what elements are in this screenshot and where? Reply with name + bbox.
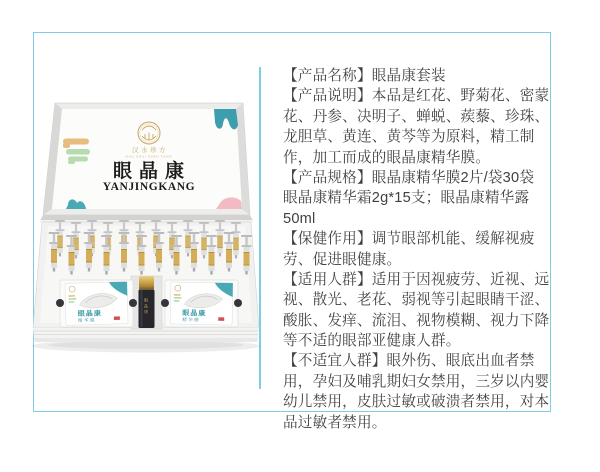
brand-name-small: 汉水珍方: [132, 147, 168, 154]
description-line: 品过敏者禁用。: [283, 414, 387, 431]
sachet-right: [170, 282, 233, 325]
description-line: 【保健作用】调节眼部机能、缓解视疲: [283, 231, 535, 248]
sachet-left: [65, 282, 128, 326]
box-lid: [43, 103, 250, 215]
sachet-title: 眼晶康: [182, 310, 207, 318]
description-line: 【产品名称】眼晶康套装: [283, 68, 446, 84]
description-line: 等不适的眼部亚健康人群。: [283, 333, 461, 350]
description-line: 酸胀、发痒、流泪、视物模糊、视力下降: [283, 312, 550, 329]
description-line: 【产品规格】眼晶康精华膜2片/袋30袋: [283, 169, 535, 186]
description-line: 作，加工而成的眼晶康精华膜。: [283, 149, 491, 166]
description-line: 【适用人群】适用于因视疲劳、近视、远: [283, 271, 550, 288]
product-photo: [30, 70, 260, 365]
description-line: 龙胆草、黄连、黄芩等为原料，精工制: [283, 129, 535, 146]
product-description: [283, 66, 549, 433]
description-line: 【产品说明】本品是红花、野菊花、密蒙: [283, 88, 550, 105]
sachet-sub: 精华膜: [77, 317, 96, 323]
bottle-cap: [139, 276, 154, 289]
description-line: 劳、促进眼健康。: [283, 251, 402, 268]
description-line: 幼儿禁用，皮肤过敏或破溃者禁用，对本: [283, 394, 550, 411]
product-photo-svg: [30, 70, 260, 365]
description-line: 视、散光、老花、弱视等引起眼睛干涩、: [283, 292, 550, 309]
bottle-label: 眼晶康: [144, 298, 149, 316]
description-line: 用，孕妇及哺乳期妇女禁用，三岁以内婴: [283, 373, 550, 390]
essence-bottle: [139, 276, 155, 328]
product-name-cn: 眼晶康: [112, 161, 192, 182]
product-name-en: YANJINGKANG: [102, 181, 196, 193]
description-line: 花、丹参、决明子、蝉蜕、蒺藜、珍珠、: [283, 108, 550, 125]
sachet-title: 眼晶康: [77, 310, 102, 318]
description-line: 眼晶康精华霜2g*15支；眼晶康精华露: [283, 190, 530, 207]
sachet-sub: 精华膜: [182, 317, 201, 323]
brand-microtext: HAN SHUI ZHEN FANG: [125, 154, 173, 159]
description-line: 【不适宜人群】眼外伤、眼底出血者禁: [283, 353, 535, 370]
description-line: 50ml: [283, 210, 316, 227]
